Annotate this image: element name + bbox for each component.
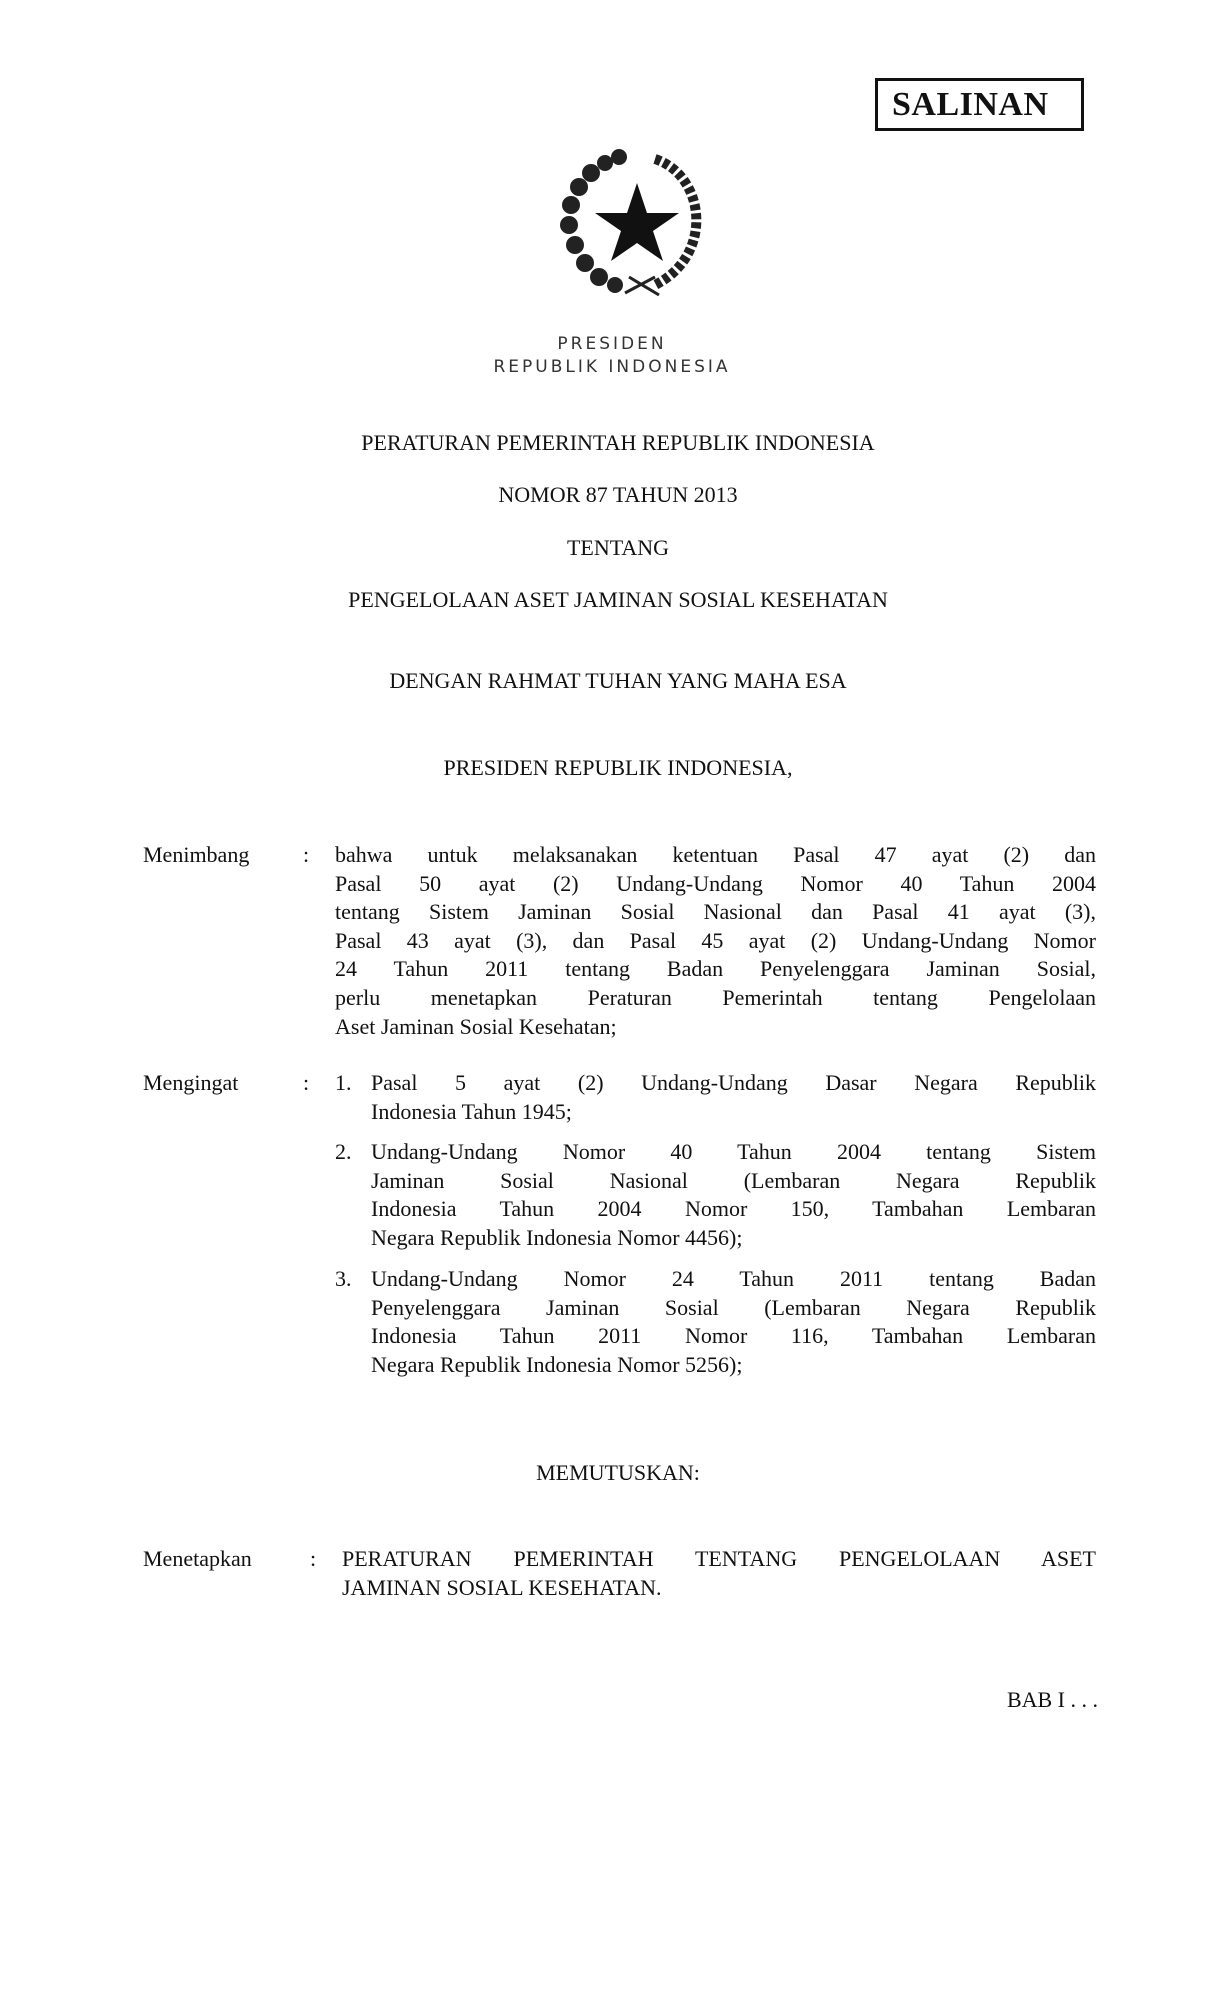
memutuskan-heading: MEMUTUSKAN: <box>536 1460 700 1485</box>
regulation-title: PERATURAN PEMERINTAH REPUBLIK INDONESIA <box>361 430 875 455</box>
text-line: Negara Republik Indonesia Nomor 4456); <box>371 1224 743 1250</box>
seal-subtitle: REPUBLIK INDONESIA <box>493 357 731 377</box>
text-line: Pasal 50 ayat (2) Undang-Undang Nomor 40 Tahun 2004 <box>335 870 1096 896</box>
text-line: Pasal 43 ayat (3), dan Pasal 45 ayat (2) Undang-Undang Nomor <box>335 927 1096 953</box>
text-line: tentang Sistem Jaminan Sosial Nasional dan Pasal 41 ayat (3), <box>335 899 1096 925</box>
page-continuation: BAB I . . . <box>1006 1687 1098 1712</box>
mengingat-colon: : <box>303 1070 310 1095</box>
mengingat-item-2 <box>371 1138 1096 1252</box>
regulation-number: NOMOR 87 TAHUN 2013 <box>498 482 738 507</box>
menetapkan-colon: : <box>310 1546 317 1571</box>
regulation-subject: PENGELOLAAN ASET JAMINAN SOSIAL KESEHATAN <box>348 587 888 612</box>
menimbang-text <box>335 841 1096 1041</box>
text-line: Indonesia Tahun 2011 Nomor 116, Tambahan Lembaran <box>371 1323 1096 1349</box>
text-line: Jaminan Sosial Nasional (Lembaran Negara Republik <box>371 1167 1096 1193</box>
salinan-stamp: SALINAN <box>875 78 1084 131</box>
invocation: DENGAN RAHMAT TUHAN YANG MAHA ESA <box>389 668 847 693</box>
text-line: perlu menetapkan Peraturan Pemerintah tentang Pengelolaan <box>335 984 1096 1010</box>
presidential-emblem-icon <box>555 145 720 300</box>
menetapkan-text <box>342 1545 1096 1602</box>
text-line: bahwa untuk melaksanakan ketentuan Pasal 47 ayat (2) dan <box>335 842 1096 867</box>
item-number: 3. <box>335 1266 352 1291</box>
menimbang-colon: : <box>303 842 310 867</box>
text-line: Indonesia Tahun 2004 Nomor 150, Tambahan Lembaran <box>371 1196 1096 1222</box>
text-line: Undang-Undang Nomor 24 Tahun 2011 tentang Badan <box>371 1266 1096 1291</box>
text-line: PERATURAN PEMERINTAH TENTANG PENGELOLAAN ASET <box>342 1546 1096 1571</box>
text-line: Pasal 5 ayat (2) Undang-Undang Dasar Negara Republik <box>371 1070 1096 1095</box>
mengingat-item-3 <box>371 1265 1096 1379</box>
mengingat-label: Mengingat <box>143 1070 239 1095</box>
text-line: Undang-Undang Nomor 40 Tahun 2004 tentang Sistem <box>371 1139 1096 1164</box>
text-line: Indonesia Tahun 1945; <box>371 1098 572 1124</box>
mengingat-item-1 <box>371 1069 1096 1126</box>
president-heading: PRESIDEN REPUBLIK INDONESIA, <box>443 755 793 780</box>
regulation-about: TENTANG <box>566 535 670 560</box>
text-line: JAMINAN SOSIAL KESEHATAN. <box>342 1574 662 1600</box>
menimbang-label: Menimbang <box>143 842 250 867</box>
text-line: Penyelenggara Jaminan Sosial (Lembaran Negara Republik <box>371 1294 1096 1320</box>
text-line: Negara Republik Indonesia Nomor 5256); <box>371 1351 743 1377</box>
text-line: Aset Jaminan Sosial Kesehatan; <box>335 1013 617 1039</box>
menetapkan-label: Menetapkan <box>143 1546 252 1571</box>
item-number: 2. <box>335 1139 352 1164</box>
text-line: 24 Tahun 2011 tentang Badan Penyelenggara Jaminan Sosial, <box>335 956 1096 982</box>
item-number: 1. <box>335 1070 352 1095</box>
seal-title: PRESIDEN <box>557 334 667 354</box>
